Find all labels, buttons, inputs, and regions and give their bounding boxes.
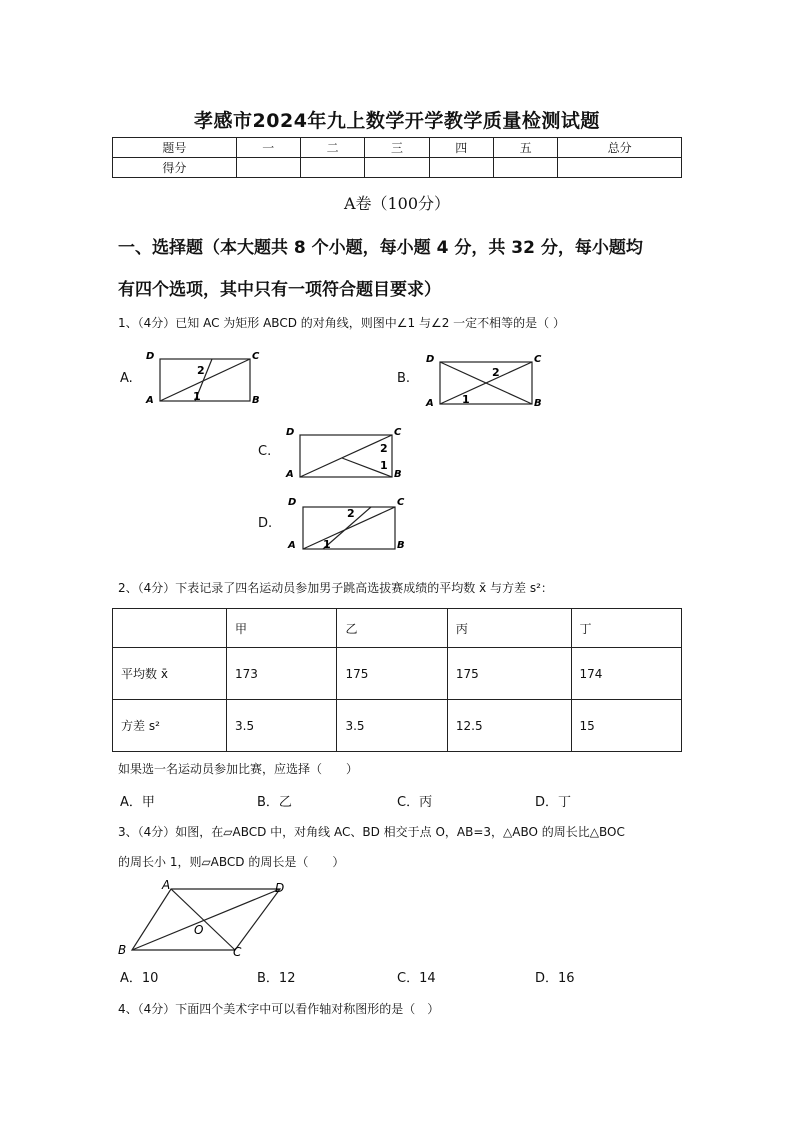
q1-option-d-label[interactable]: D. xyxy=(258,516,273,531)
vertex-label: C xyxy=(252,351,260,362)
q2-cell: 3.5 xyxy=(227,700,337,752)
q1-figure-a xyxy=(140,345,270,407)
q2-table-row xyxy=(113,700,682,752)
section-a-heading: A卷（100分） xyxy=(343,194,451,213)
angle-label: 2 xyxy=(197,364,205,377)
score-table-header-row xyxy=(113,138,682,158)
q2-cell: 174 xyxy=(571,648,681,700)
q2-col-header: 乙 xyxy=(337,609,447,648)
vertex-label: A xyxy=(426,398,434,409)
score-empty-cell[interactable] xyxy=(300,158,364,178)
q2-table-header-row xyxy=(113,609,682,648)
q2-row-label: 方差 s² xyxy=(113,700,227,752)
q1-figure-b xyxy=(420,348,550,410)
vertex-label: D xyxy=(426,354,435,365)
q3-parallelogram-figure xyxy=(115,878,305,960)
q3-option-a[interactable]: A．10 xyxy=(120,971,159,986)
q2-cell: 12.5 xyxy=(447,700,571,752)
vertex-label: A xyxy=(162,878,171,892)
angle-label: 1 xyxy=(323,538,331,551)
q2-option-b[interactable]: B．乙 xyxy=(257,795,292,810)
angle-label: 1 xyxy=(380,459,388,472)
q2-table xyxy=(112,608,682,752)
angle-label: 1 xyxy=(462,393,470,406)
angle-label: 2 xyxy=(347,507,355,520)
section1-heading-line1: 一、选择题（本大题共 8 个小题，每小题 4 分，共 32 分，每小题均 xyxy=(118,238,643,258)
q2-table-row xyxy=(113,648,682,700)
angle-label: 2 xyxy=(492,366,500,379)
score-empty-cell[interactable] xyxy=(365,158,429,178)
q1-option-c-label[interactable]: C. xyxy=(258,444,272,459)
q2-option-c[interactable]: C．丙 xyxy=(397,795,433,810)
q3-option-b[interactable]: B．12 xyxy=(257,971,296,986)
q3-option-d[interactable]: D．16 xyxy=(535,971,575,986)
vertex-label: D xyxy=(146,351,155,362)
score-empty-cell[interactable] xyxy=(236,158,300,178)
score-header-cell: 一 xyxy=(236,138,300,158)
score-header-cell: 四 xyxy=(429,138,493,158)
score-table xyxy=(112,137,682,178)
vertex-label: D xyxy=(288,497,297,508)
score-header-cell: 题号 xyxy=(113,138,237,158)
vertex-label: C xyxy=(394,427,402,438)
angle-label: 2 xyxy=(380,442,388,455)
vertex-label: B xyxy=(252,395,260,406)
q1-stem: 1、（4分）已知 AC 为矩形 ABCD 的对角线，则图中∠1 与∠2 一定不相等的是（ ） xyxy=(118,316,565,330)
vertex-label: D xyxy=(275,881,285,895)
vertex-label: A xyxy=(288,540,296,551)
q3-option-c[interactable]: C．14 xyxy=(397,971,436,986)
vertex-label: B xyxy=(397,540,405,551)
vertex-label: A xyxy=(286,469,294,480)
vertex-label: B xyxy=(118,943,127,957)
vertex-label: B xyxy=(534,398,542,409)
q1-option-a-label[interactable]: A. xyxy=(120,371,133,386)
section1-heading-line2: 有四个选项，其中只有一项符合题目要求） xyxy=(118,280,441,300)
q2-col-header: 甲 xyxy=(227,609,337,648)
q2-cell: 3.5 xyxy=(337,700,447,752)
score-empty-cell[interactable] xyxy=(493,158,557,178)
q2-col-header: 丙 xyxy=(447,609,571,648)
q1-option-b-label[interactable]: B. xyxy=(397,371,411,386)
q2-option-a[interactable]: A．甲 xyxy=(120,795,155,810)
q2-option-d[interactable]: D．丁 xyxy=(535,795,572,810)
angle-label: 1 xyxy=(193,390,201,403)
score-empty-cell[interactable] xyxy=(429,158,493,178)
vertex-label: B xyxy=(394,469,402,480)
q2-col-header: 丁 xyxy=(571,609,681,648)
score-header-cell: 三 xyxy=(365,138,429,158)
score-empty-cell[interactable] xyxy=(558,158,682,178)
q4-stem: 4、（4分）下面四个美术字中可以看作轴对称图形的是（ ） xyxy=(118,1002,440,1016)
q3-stem-line1: 3、（4分）如图，在▱ABCD 中，对角线 AC、BD 相交于点 O，AB=3，△ABO 的周长比△BOC xyxy=(118,825,625,839)
q3-stem-line2: 的周长小 1，则▱ABCD 的周长是（ ） xyxy=(118,855,345,869)
q1-figure-c xyxy=(282,421,412,483)
score-table-row xyxy=(113,158,682,178)
vertex-label: C xyxy=(397,497,405,508)
q2-cell: 175 xyxy=(447,648,571,700)
q2-stem: 2、（4分）下表记录了四名运动员参加男子跳高选拔赛成绩的平均数 x̄ 与方差 s²： xyxy=(118,581,553,595)
q2-cell: 175 xyxy=(337,648,447,700)
vertex-label: A xyxy=(146,395,154,406)
vertex-label: O xyxy=(194,923,204,937)
q2-row-label: 平均数 x̄ xyxy=(113,648,227,700)
vertex-label: C xyxy=(534,354,542,365)
score-header-cell: 二 xyxy=(300,138,364,158)
q2-cell: 173 xyxy=(227,648,337,700)
vertex-label: D xyxy=(286,427,295,438)
q2-question: 如果选一名运动员参加比赛，应选择（ ） xyxy=(118,762,359,776)
q2-empty-corner xyxy=(113,609,227,648)
score-row-label: 得分 xyxy=(113,158,237,178)
q1-figure-d xyxy=(285,493,415,555)
vertex-label: C xyxy=(233,945,242,959)
exam-title: 孝感市2024年九上数学开学教学质量检测试题 xyxy=(194,110,600,132)
q2-cell: 15 xyxy=(571,700,681,752)
score-header-cell: 五 xyxy=(493,138,557,158)
score-header-cell: 总分 xyxy=(558,138,682,158)
